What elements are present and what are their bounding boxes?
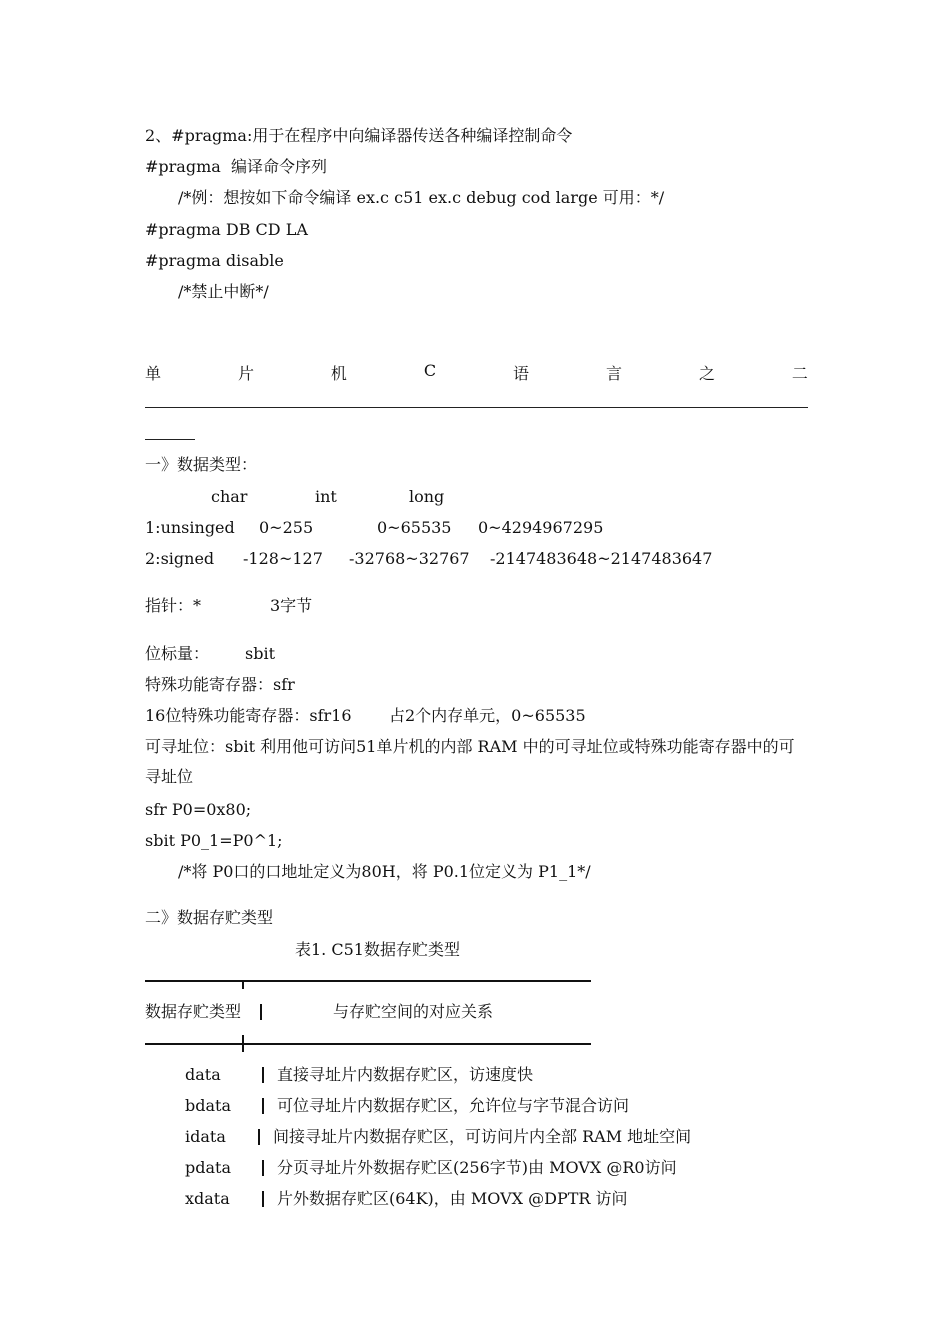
addressable-bit-line-2: 寻址位 [145, 767, 194, 786]
addressable-bit-line-1: 可寻址位：sbit 利用他可访问51单片机的内部 RAM 中的可寻址位或特殊功能寄存器中的可 [145, 737, 795, 756]
table-mid-tick [242, 1035, 244, 1052]
title-underline-tail [145, 439, 195, 440]
table-mid-rule [145, 1043, 591, 1045]
table-header-divider [260, 1004, 262, 1020]
table-caption: 表1. C51数据存贮类型 [295, 940, 460, 959]
table-row-name: pdata [185, 1158, 231, 1177]
row-signed-char: -128~127 [243, 549, 323, 568]
row-unsigned-int: 0~65535 [377, 518, 452, 537]
row-signed-long: -2147483648~2147483647 [490, 549, 713, 568]
code-sfr: sfr P0=0x80; [145, 800, 252, 819]
section2-heading: 二》数据存贮类型 [145, 908, 274, 927]
table-row-divider [262, 1067, 264, 1083]
table-row-name: data [185, 1065, 221, 1084]
row-signed-label: 2:signed [145, 549, 215, 568]
table-row-divider [262, 1191, 264, 1207]
code-sbit: sbit P0_1=P0^1; [145, 831, 283, 850]
title-char: 单 [145, 364, 162, 383]
title-char: 之 [698, 364, 715, 383]
bit-value: sbit [245, 644, 275, 663]
row-unsigned-char: 0~255 [259, 518, 314, 537]
table-top-rule [145, 980, 591, 982]
sfr16-label: 16位特殊功能寄存器：sfr16 [145, 706, 352, 725]
title-underline [145, 407, 808, 408]
pragma-example-comment: /*例：想按如下命令编译 ex.c c51 ex.c debug cod large 可用：*/ [178, 188, 665, 207]
title-char: 二 [791, 364, 808, 383]
table-row-name: xdata [185, 1189, 230, 1208]
sfr16-value: 占2个内存单元，0~65535 [389, 706, 586, 725]
code-comment: /*将 P0口的口地址定义为80H，将 P0.1位定义为 P1_1*/ [178, 862, 591, 881]
bit-label: 位标量： [145, 644, 210, 663]
table-row-desc: 可位寻址片内数据存贮区，允许位与字节混合访问 [277, 1096, 630, 1115]
table-row-divider [262, 1160, 264, 1176]
pointer-label: 指针：* [145, 596, 202, 615]
section1-heading: 一》数据类型： [145, 455, 258, 474]
title-char: C [423, 361, 437, 380]
pointer-value: 3字节 [270, 596, 313, 615]
pragma-syntax: #pragma 编译命令序列 [145, 157, 327, 176]
col-header-char: char [211, 487, 248, 506]
table-row-name: idata [185, 1127, 226, 1146]
sfr-line: 特殊功能寄存器：sfr [145, 675, 295, 694]
table-row-divider [258, 1129, 260, 1145]
col-header-int: int [315, 487, 337, 506]
table-header-left: 数据存贮类型 [145, 1002, 242, 1021]
row-unsigned-label: 1:unsinged [145, 518, 235, 537]
table-row-desc: 分页寻址片外数据存贮区(256字节)由 MOVX @R0访问 [277, 1158, 677, 1177]
col-header-long: long [409, 487, 445, 506]
pragma-code-comment: /*禁止中断*/ [178, 282, 269, 301]
title-char: 言 [606, 364, 623, 383]
row-unsigned-long: 0~4294967295 [478, 518, 604, 537]
table-row-desc: 间接寻址片内数据存贮区，可访问片内全部 RAM 地址空间 [273, 1127, 692, 1146]
title-char: 片 [237, 364, 254, 383]
table-row-desc: 片外数据存贮区(64K)，由 MOVX @DPTR 访问 [277, 1189, 628, 1208]
chapter-title [145, 361, 808, 384]
pragma-code-1: #pragma DB CD LA [145, 220, 308, 239]
table-row-divider [262, 1098, 264, 1114]
pragma-code-2: #pragma disable [145, 251, 284, 270]
pragma-heading: 2、#pragma:用于在程序中向编译器传送各种编译控制命令 [145, 126, 573, 145]
table-row-name: bdata [185, 1096, 231, 1115]
title-char: 语 [513, 364, 530, 383]
row-signed-int: -32768~32767 [349, 549, 470, 568]
table-row-desc: 直接寻址片内数据存贮区，访速度快 [277, 1065, 534, 1084]
title-char: 机 [330, 364, 347, 383]
table-top-tick [242, 980, 244, 989]
table-header-right: 与存贮空间的对应关系 [333, 1002, 494, 1021]
